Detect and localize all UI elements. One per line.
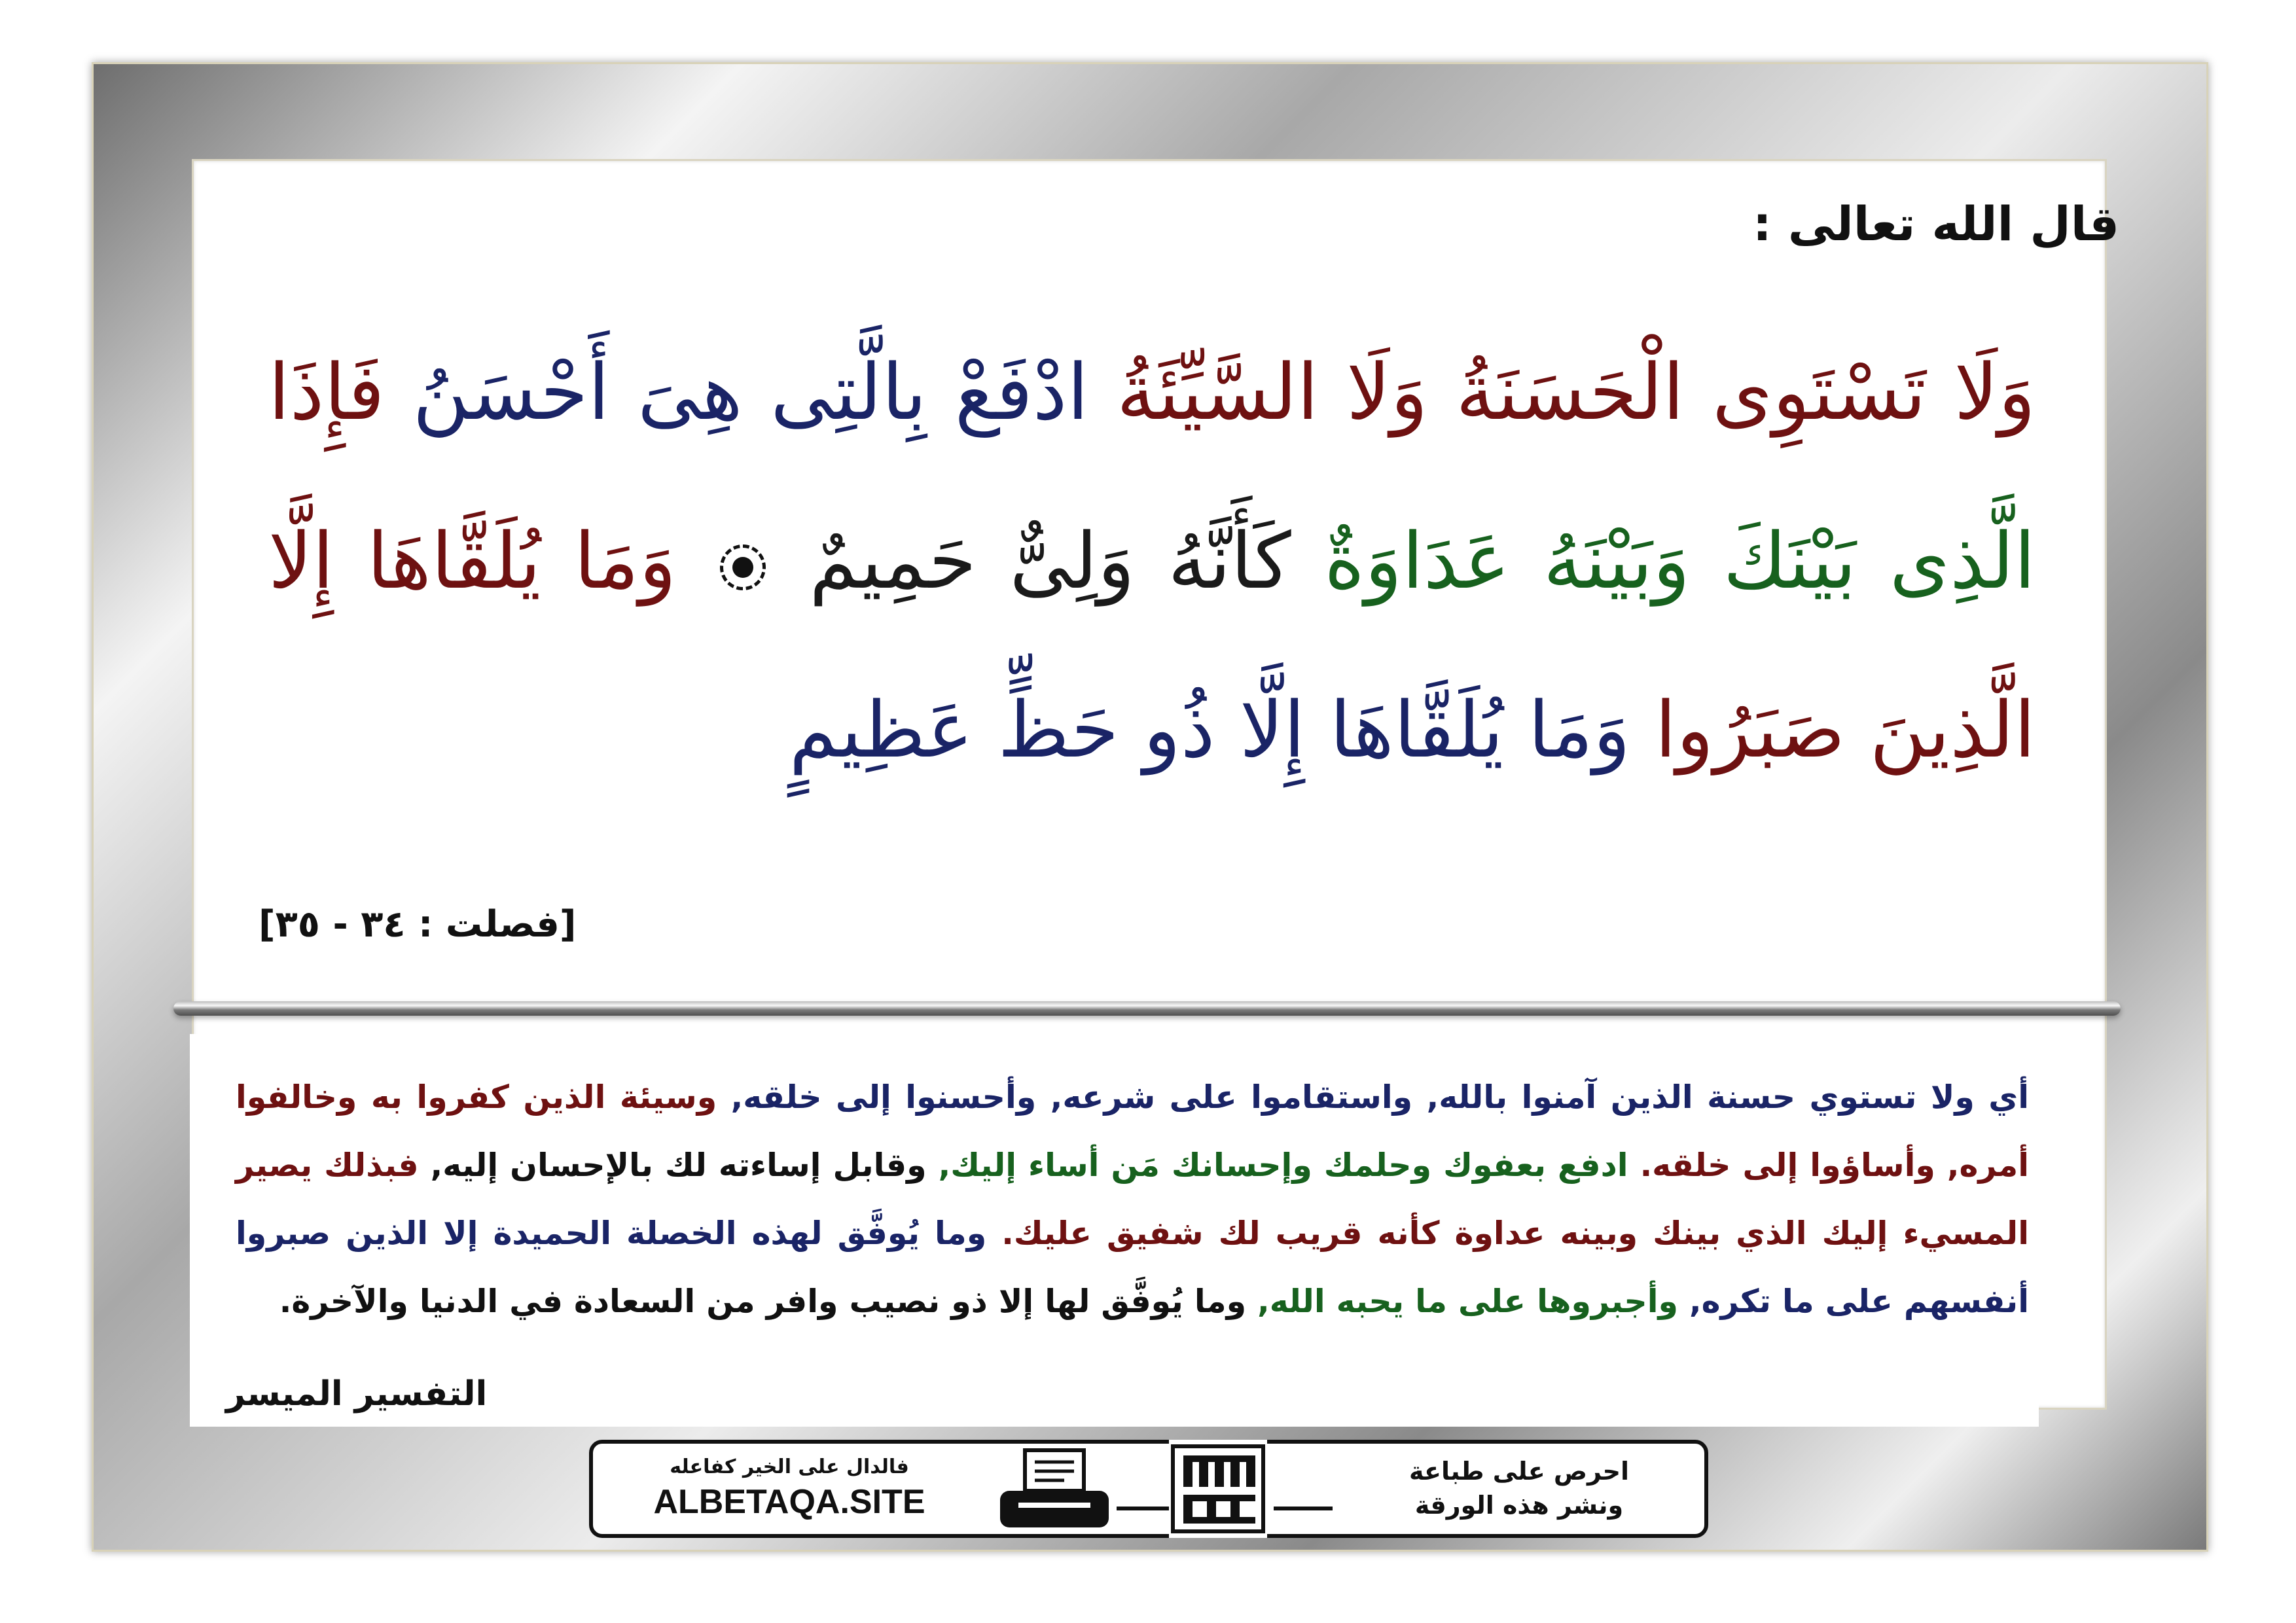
verse-segment: وَمَا يُلَقَّاهَا — [1329, 685, 1630, 775]
tafsir-source: التفسير الميسر — [226, 1374, 488, 1414]
verse-segment: كَأَنَّهُ وَلِىٌّ — [1009, 516, 1291, 606]
footer-rule — [1274, 1507, 1333, 1510]
footer-print-line2: ونشر هذه الورقة — [1414, 1491, 1624, 1520]
verse-segment: وَلَا تَسْتَوِى الْحَسَنَةُ وَلَا السَّيِّئَةُ — [1117, 347, 2036, 437]
tafsir-segment: أي ولا تستوي حسنة الذين آمنوا بالله, واستقاموا على شرعه, وأحسنوا إلى خلقه, — [717, 1079, 2029, 1116]
footer-rule — [1117, 1507, 1169, 1510]
footer-box — [589, 1440, 1708, 1538]
tafsir-segment: وما يُوفَّق لها إلا ذو نصيب وافر من السعادة في الدنيا والآخرة. — [279, 1283, 1247, 1320]
verse-end-mark-icon — [720, 544, 766, 590]
quran-verse — [268, 308, 2036, 814]
verse-heading: قال الله تعالى : — [1752, 196, 2119, 251]
footer-website[interactable]: ALBETAQA.SITE — [653, 1483, 925, 1521]
verse-segment: إِلَّا ذُو حَظٍّ عَظِيمٍ — [789, 685, 1306, 775]
verse-segment: وَمَا يُلَقَّاهَا إِلَّا الَّذِينَ صَبَرُوا — [268, 516, 2036, 775]
tafsir-segment: فبذلك يصير المسيء إليك الذي بينك وبينه عداوة كأنه قريب لك شفيق عليك. — [236, 1147, 2029, 1252]
footer-motto: فالدال على الخير كفاعله — [670, 1455, 909, 1478]
verse-segment: أَحْسَنُ — [412, 347, 610, 437]
footer-website-block — [593, 1444, 986, 1534]
divider-bar — [173, 1001, 2121, 1016]
verse-segment: حَمِيمٌ — [809, 516, 977, 606]
verse-reference: [فصلت : ٣٤ - ٣٥] — [259, 903, 577, 946]
tafsir-text — [236, 1063, 2029, 1336]
tafsir-segment: وقابل إساءته لك بالإحسان إليه, — [418, 1147, 927, 1184]
verse-segment: فَإِذَا — [268, 347, 385, 437]
logo-icon — [1169, 1440, 1267, 1538]
footer-print-block — [1339, 1444, 1699, 1534]
tafsir-segment: وسيئة الذين كفروا به وخالفوا أمره, وأساؤوا إلى خلقه. — [236, 1079, 2030, 1184]
footer-print-line1: احرص على طباعة — [1408, 1457, 1630, 1486]
tafsir-segment: ادفع بعفوك وحلمك وإحسانك مَن أساء إليك, — [926, 1147, 1628, 1184]
verse-segment: ادْفَعْ بِالَّتِى هِىَ — [637, 347, 1089, 437]
tafsir-segment: وما يُوفَّق لهذه الخصلة الحميدة إلا الذين صبروا أنفسهم على ما تكره, — [236, 1215, 2029, 1320]
tafsir-segment: وأجبروها على ما يحبه الله, — [1246, 1283, 1678, 1320]
verse-segment: الَّذِى بَيْنَكَ وَبَيْنَهُ عَدَاوَةٌ — [1324, 516, 2036, 606]
printer-icon — [992, 1448, 1117, 1531]
